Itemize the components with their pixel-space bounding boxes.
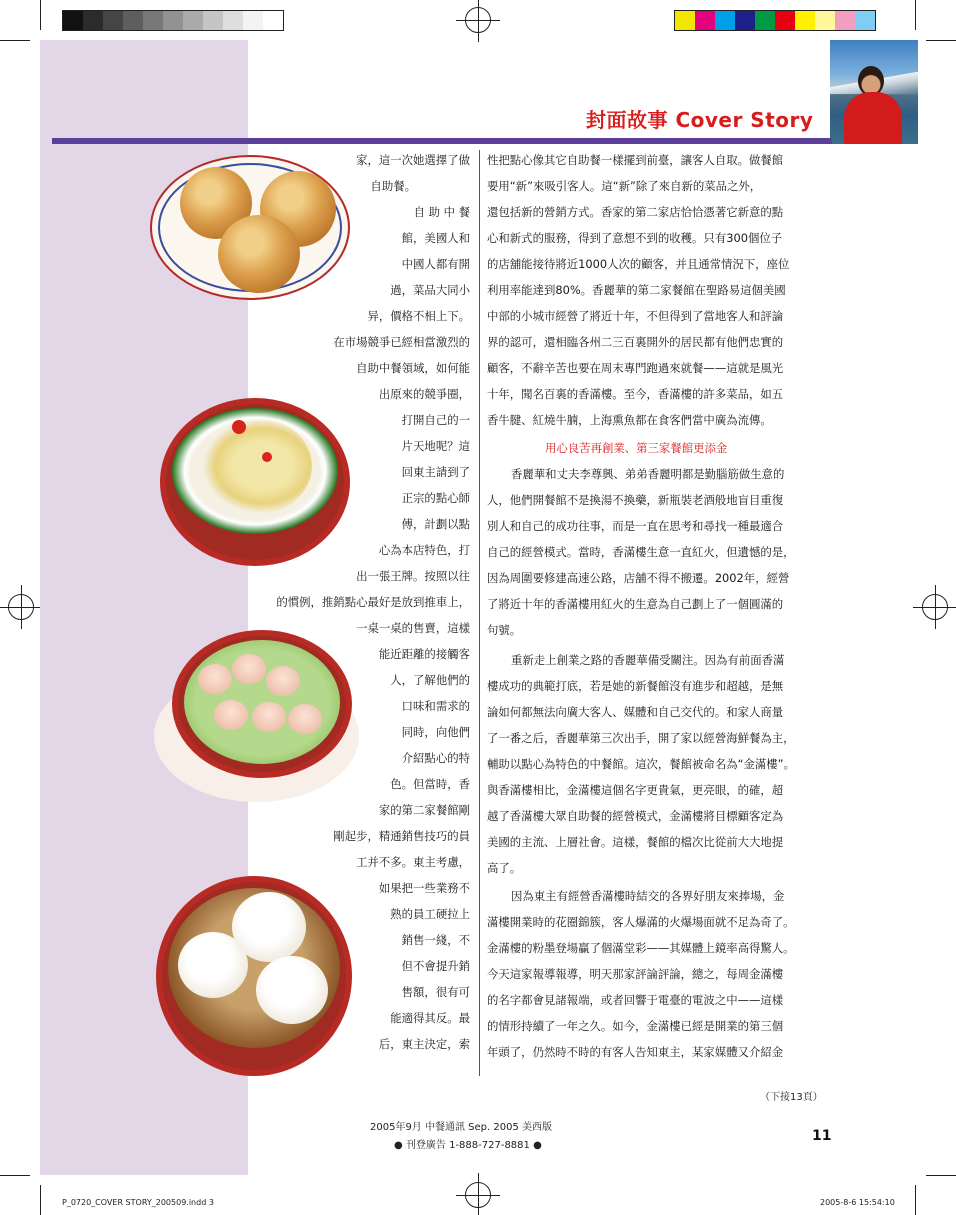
text-line: 异，價格不相上下。 [367,309,470,323]
gray-swatch [183,11,203,30]
text-line: 自己的經營模式。當時，香滿樓生意一直紅火，但遺憾的是， [487,545,795,559]
color-swatch [755,11,775,30]
text-line: 自 助 中 餐 [413,205,470,219]
gray-swatch [63,11,83,30]
gray-swatch [263,11,283,30]
color-swatch [715,11,735,30]
gray-swatch [163,11,183,30]
gray-swatch [103,11,123,30]
text-line: 越了香滿樓大眾自助餐的經營模式，金滿樓將目標顧客定為 [487,809,784,823]
text-line: 的情形持續了一年之久。如今，金滿樓已經是開業的第三個 [487,1019,784,1033]
text-line: 同時，向他們 [401,725,470,739]
text-line: 與香滿樓相比，金滿樓這個名字更貴氣，更亮眼，的確，超 [487,783,784,797]
grayscale-color-bar [62,10,284,31]
text-line: 香牛腱、紅燒牛腩，上海熏魚都在食客們當中廣為流傳。 [487,413,772,427]
crop-mark [915,1185,916,1215]
gray-swatch [123,11,143,30]
color-swatch [675,11,695,30]
text-line: 出一張王牌。按照以往 [356,569,470,583]
column-divider [479,150,480,1076]
text-line: 自助餐。 [370,179,416,193]
cover-portrait-photo [830,40,918,144]
text-line: 了一番之后，香麗華第三次出手，開了家以經營海鮮餐為主， [487,731,795,745]
text-line: 因為東主有經營香滿樓時結交的各界好朋友來捧場，金 [511,889,785,903]
file-slug: P_0720_COVER STORY_200509.indd 3 [62,1198,214,1207]
color-swatch [775,11,795,30]
section-title: 封面故事 Cover Story [586,108,814,132]
text-line: 回東主請到了 [401,465,470,479]
text-line: 心為本店特色，打 [378,543,470,557]
text-line: 因為周圍要修建高速公路，店舖不得不搬遷。2002年，經營 [487,571,790,585]
text-line: 在市場競爭已經相當激烈的 [333,335,470,349]
crop-mark [40,1185,41,1215]
text-line: 金滿樓的粉墨登場贏了個滿堂彩——其媒體上鏡率高得驚人。 [487,941,795,955]
text-line: 剛起步，精通銷售技巧的員 [333,829,470,843]
continued-note: （下接13頁） [760,1092,823,1103]
text-line: 介紹點心的特 [401,751,470,765]
text-line: 售額，很有可 [401,985,470,999]
registration-mark [922,594,948,620]
crop-mark [0,40,30,41]
crop-mark [926,1175,956,1176]
text-line: 館，美國人和 [401,231,470,245]
crop-mark [915,0,916,30]
text-line: 十年，聞名百裏的香滿樓。至今，香滿樓的許多菜品，如五 [487,387,784,401]
text-line: 如果把一些業務不 [378,881,470,895]
text-line: 打開自己的一 [401,413,470,427]
text-line: 還包括新的營銷方式。香家的第二家店恰恰憑著它新意的點 [487,205,784,219]
registration-mark [8,594,34,620]
text-line: 心和新式的服務，得到了意想不到的收穫。只有300個位子 [487,231,783,245]
text-line: 滿樓開業時的花圈錦簇，客人爆滿的火爆場面就不足為奇了。 [487,915,795,929]
color-swatch [815,11,835,30]
text-line: 香麗華和丈夫李尊興、弟弟香麗明都是勤腦筋做生意的 [511,467,785,481]
color-swatch [695,11,715,30]
color-swatch [855,11,875,30]
text-line: 傅，計劃以點 [401,517,470,531]
text-line: 美國的主流、上層社會。這樣，餐館的檔次比從前大大地提 [487,835,784,849]
color-swatch [735,11,755,30]
text-line: 自助中餐領域，如何能 [356,361,470,375]
text-line: 性把點心像其它自助餐一樣擺到前臺，讓客人自取。做餐館 [487,153,784,167]
gray-swatch [83,11,103,30]
text-line: 人，他們開餐館不是換湯不換藥，新瓶裝老酒般地盲目重復 [487,493,784,507]
text-line: 別人和自己的成功往事，而是一直在思考和尋找一種最適合 [487,519,784,533]
text-line: 輔助以點心為特色的中餐館。這次，餐館被命名為“金滿樓”。 [487,757,795,771]
process-color-bar [674,10,876,31]
crop-mark [926,40,956,41]
gray-swatch [223,11,243,30]
text-line: 但不會提升銷 [401,959,470,973]
text-line: 要用“新”來吸引客人。這“新”除了來自新的菜品之外， [487,179,762,193]
gray-swatch [243,11,263,30]
section-subheading: 用心良苦再創業、第三家餐館更添金 [545,441,728,455]
gray-swatch [203,11,223,30]
color-swatch [795,11,815,30]
text-line: 的店舖能接待將近1000人次的顧客，并且通常情況下，座位 [487,257,790,271]
text-line: 年頭了，仍然時不時的有客人告知東主，某家媒體又介紹金 [487,1045,784,1059]
color-swatch [835,11,855,30]
text-line: 了將近十年的香滿樓用紅火的生意為自己劃上了一個圓滿的 [487,597,784,611]
article-right-column [487,148,832,1078]
footer-publication-line: 2005年9月 中餐通訊 Sep. 2005 美西版 [370,1122,553,1133]
registration-mark [465,1182,491,1208]
timestamp-slug: 2005-8-6 15:54:10 [820,1198,895,1207]
text-line: 色。但當時，香 [390,777,470,791]
crop-mark [0,1175,30,1176]
text-line: 樓成功的典範打底，若是她的新餐館沒有進步和超越，是無 [487,679,784,693]
text-line: 片天地呢？這 [401,439,470,453]
text-line: 顧客，不辭辛苦也要在周末專門跑過來就餐——這就是風光 [487,361,784,375]
text-line: 的慣例，推銷點心最好是放到推車上， [276,595,470,609]
gray-swatch [143,11,163,30]
text-line: 利用率能達到80%。香麗華的第二家餐館在聖路易這個美國 [487,283,786,297]
text-line: 重新走上創業之路的香麗華備受關注。因為有前面香滿 [511,653,785,667]
page-number: 11 [812,1128,832,1144]
text-line: 一桌一桌的售賣，這樣 [356,621,470,635]
text-line: 口味和需求的 [401,699,470,713]
text-line: 工并不多。東主考慮， [356,855,470,869]
footer-advert-line: ● 刊登廣告 1-888-727-8881 ● [394,1140,542,1151]
text-line: 正宗的點心師 [401,491,470,505]
text-line: 中部的小城市經營了將近十年，不但得到了當地客人和評論 [487,309,784,323]
article-left-column [250,148,470,1078]
text-line: 家的第二家餐館剛 [378,803,470,817]
text-line: 出原來的競爭圈， [378,387,470,401]
registration-mark [465,7,491,33]
text-line: 后，東主決定，索 [378,1037,470,1051]
text-line: 熟的員工硬拉上 [390,907,470,921]
text-line: 論如何都無法向廣大客人、媒體和自己交代的。和家人商量 [487,705,784,719]
text-line: 界的認可，還相臨各州二三百裏開外的居民都有他們忠實的 [487,335,784,349]
crop-mark [40,0,41,30]
text-line: 銷售一綫，不 [401,933,470,947]
text-line: 今天這家報導報導，明天那家評論評論，總之，每周金滿樓 [487,967,784,981]
text-line: 中國人都有開 [401,257,470,271]
text-line: 能適得其反。最 [390,1011,470,1025]
text-line: 過，菜品大同小 [390,283,470,297]
header-rule [52,138,832,144]
text-line: 人，了解他們的 [390,673,470,687]
text-line: 句號。 [487,623,522,637]
text-line: 家，這一次她選擇了做 [356,153,470,167]
text-line: 能近距離的接觸客 [378,647,470,661]
text-line: 的名字都會見諸報端，或者回響于電臺的電波之中——這樣 [487,993,784,1007]
text-line: 高了。 [487,861,522,875]
